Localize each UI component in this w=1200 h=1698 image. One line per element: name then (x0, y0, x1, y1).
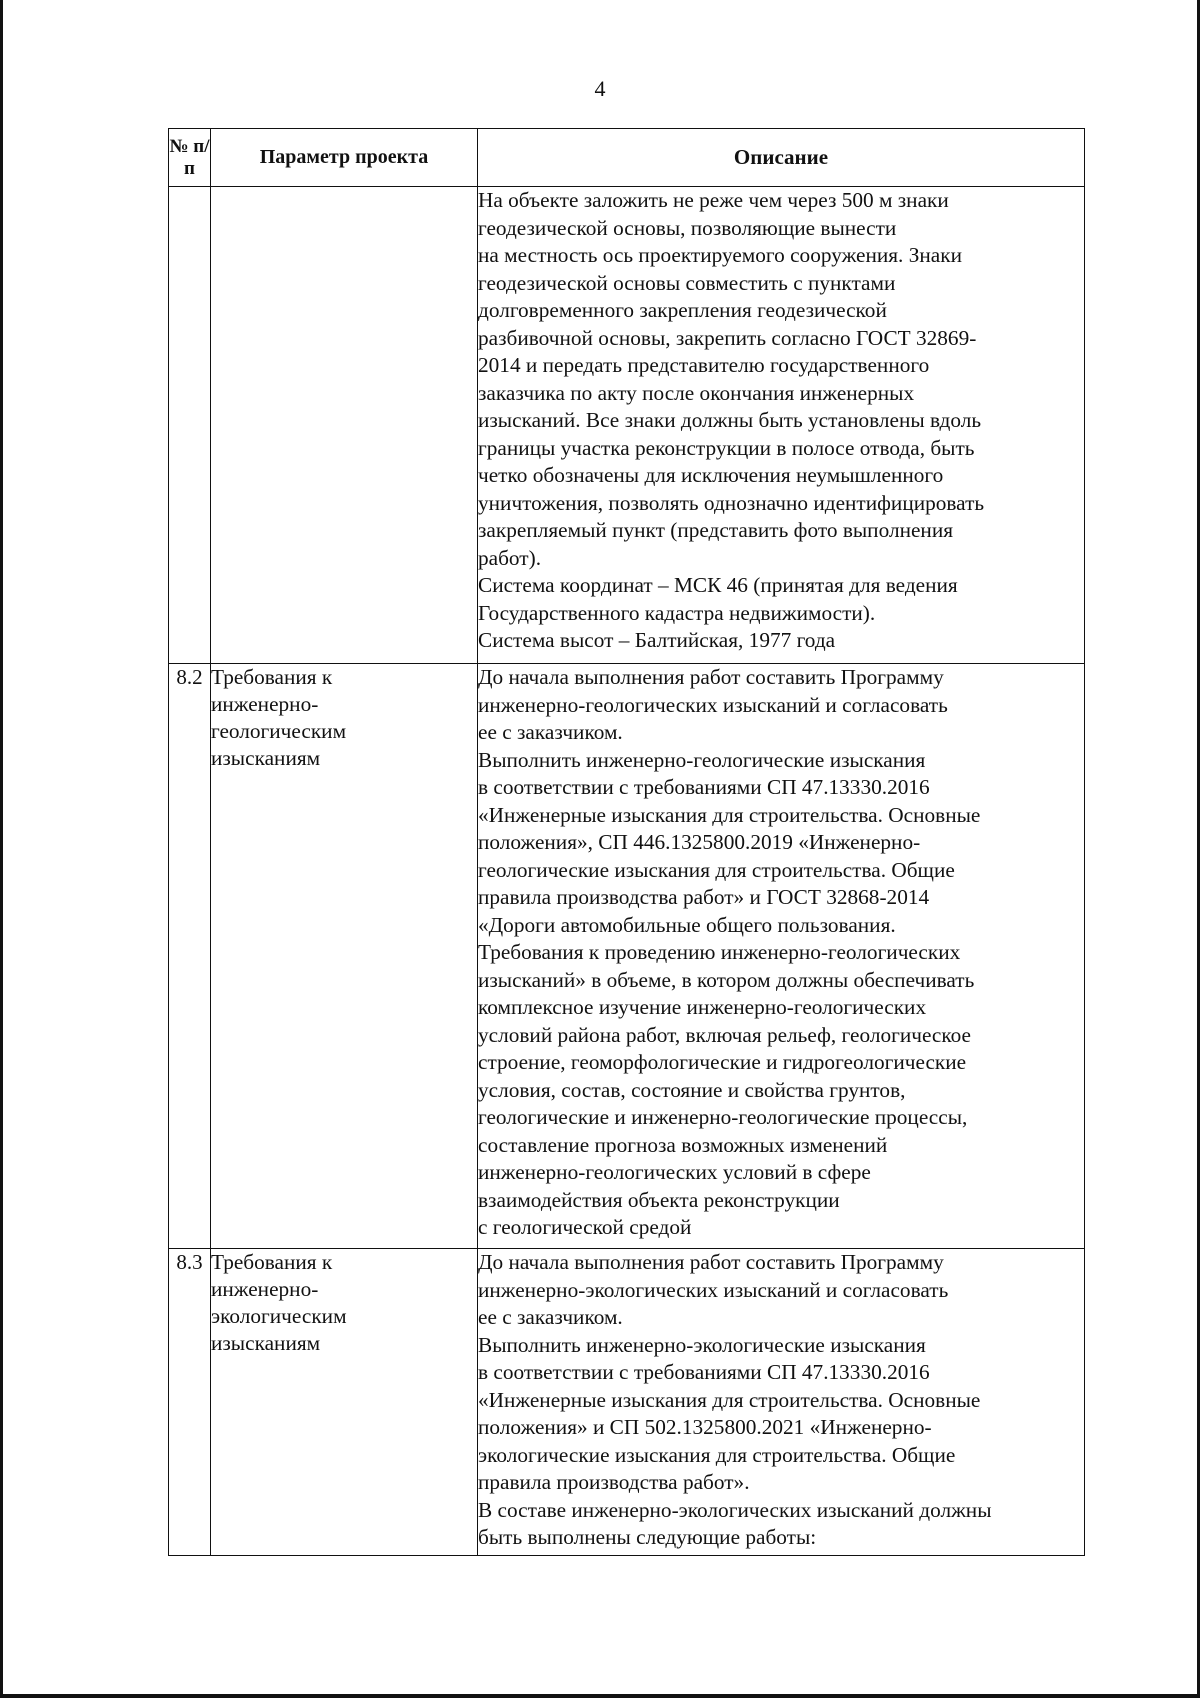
header-number: № п/п (169, 129, 211, 187)
description-line: правила производства работ». (478, 1470, 750, 1494)
table-row (169, 1249, 1085, 1556)
description-line: До начала выполнения работ составить Программу (478, 1250, 944, 1274)
description-line: Выполнить инженерно-экологические изыскания (478, 1332, 926, 1357)
description-line: Система координат – МСК 46 (принятая для ведения (478, 573, 958, 597)
description-line: инженерно-геологических изысканий и согласовать (478, 692, 948, 717)
description-line: геологические изыскания для строительства. Общие (478, 857, 955, 882)
description-line: в соответствии с требованиями СП 47.13330.2016 (478, 1360, 930, 1384)
parameter-line: инженерно- (211, 692, 319, 716)
parameter-line: изысканиям (211, 1331, 321, 1355)
parameter-line: Требования к (211, 665, 333, 689)
description-line: Система высот – Балтийская, 1977 года (478, 628, 836, 652)
description-line: геодезической основы совместить с пунктами (478, 270, 896, 295)
parameter-line: экологическим (211, 1304, 347, 1328)
description-line: заказчика по акту после окончания инженерных (478, 380, 915, 405)
description-line: взаимодействия объекта реконструкции (478, 1187, 840, 1212)
row-description (478, 187, 1085, 664)
parameter-line: изысканиям (211, 746, 321, 770)
description-line: В составе инженерно-экологических изысканий должны (478, 1497, 992, 1522)
header-parameter: Параметр проекта (211, 129, 478, 187)
description-line: положения», СП 446.1325800.2019 «Инженерно- (478, 830, 921, 854)
description-line: экологические изыскания для строительства. Общие (478, 1442, 956, 1467)
description-line: долговременного закрепления геодезической (478, 298, 887, 322)
description-line: «Инженерные изыскания для строительства. Основные (478, 1387, 981, 1412)
row-description (478, 664, 1085, 1249)
description-line: положения» и СП 502.1325800.2021 «Инженерно- (478, 1415, 932, 1439)
description-line: На объекте заложить не реже чем через 500 м знаки (478, 188, 949, 212)
description-line: с геологической средой (478, 1215, 692, 1239)
header-description: Описание (478, 129, 1085, 187)
description-line: четко обозначены для исключения неумышленного (478, 463, 944, 487)
requirements-table (168, 128, 1085, 1556)
description-line: «Инженерные изыскания для строительства. Основные (478, 802, 981, 827)
parameter-line: геологическим (211, 719, 347, 743)
scan-edge-bottom (0, 1694, 1200, 1698)
row-parameter (211, 1249, 478, 1556)
row-number: 8.2 (169, 664, 211, 1249)
description-line: инженерно-экологических изысканий и согласовать (478, 1277, 949, 1302)
description-line: геодезической основы, позволяющие вынести (478, 215, 897, 240)
row-number: 8.3 (169, 1249, 211, 1556)
description-line: правила производства работ» и ГОСТ 32868-2014 (478, 885, 930, 909)
description-line: ее с заказчиком. (478, 1305, 623, 1329)
description-line: быть выполнены следующие работы: (478, 1525, 817, 1549)
description-line: Выполнить инженерно-геологические изыскания (478, 747, 926, 772)
description-line: закрепляемый пункт (представить фото выполнения (478, 518, 954, 542)
row-parameter (211, 664, 478, 1249)
description-line: Государственного кадастра недвижимости). (478, 600, 876, 625)
description-line: уничтожения, позволять однозначно идентифицировать (478, 490, 985, 515)
description-line: условий района работ, включая рельеф, геологическое (478, 1022, 971, 1047)
description-line: изысканий. Все знаки должны быть установлены вдоль (478, 408, 982, 432)
description-line: «Дороги автомобильные общего пользования. (478, 912, 896, 937)
description-line: границы участка реконструкции в полосе отвода, быть (478, 435, 975, 460)
table-row (169, 187, 1085, 664)
description-line: в соответствии с требованиями СП 47.13330.2016 (478, 775, 930, 799)
description-line: ее с заказчиком. (478, 720, 623, 744)
description-line: условия, состав, состояние и свойства грунтов, (478, 1077, 906, 1102)
page-number: 4 (594, 76, 606, 101)
table-row (169, 664, 1085, 1249)
description-line: строение, геоморфологические и гидрогеологические (478, 1050, 967, 1074)
row-description (478, 1249, 1085, 1556)
description-line: Требования к проведению инженерно-геологических (478, 940, 961, 964)
description-line: 2014 и передать представителю государственного (478, 353, 930, 377)
description-line: составление прогноза возможных изменений (478, 1132, 888, 1157)
description-line: комплексное изучение инженерно-геологических (478, 995, 927, 1019)
description-line: инженерно-геологических условий в сфере (478, 1160, 871, 1184)
description-line: на местность ось проектируемого сооружения. Знаки (478, 243, 962, 267)
row-parameter (211, 187, 478, 664)
scan-edge-left (0, 0, 3, 1698)
table-header-row (169, 129, 1085, 187)
parameter-line: инженерно- (211, 1277, 319, 1301)
description-line: работ). (478, 545, 542, 570)
description-line: До начала выполнения работ составить Программу (478, 665, 944, 689)
description-line: изысканий» в объеме, в котором должны обеспечивать (478, 967, 975, 992)
description-line: геологические и инженерно-геологические процессы, (478, 1105, 968, 1129)
row-number (169, 187, 211, 664)
parameter-line: Требования к (211, 1250, 333, 1274)
description-line: разбивочной основы, закрепить согласно ГОСТ 32869- (478, 325, 977, 350)
